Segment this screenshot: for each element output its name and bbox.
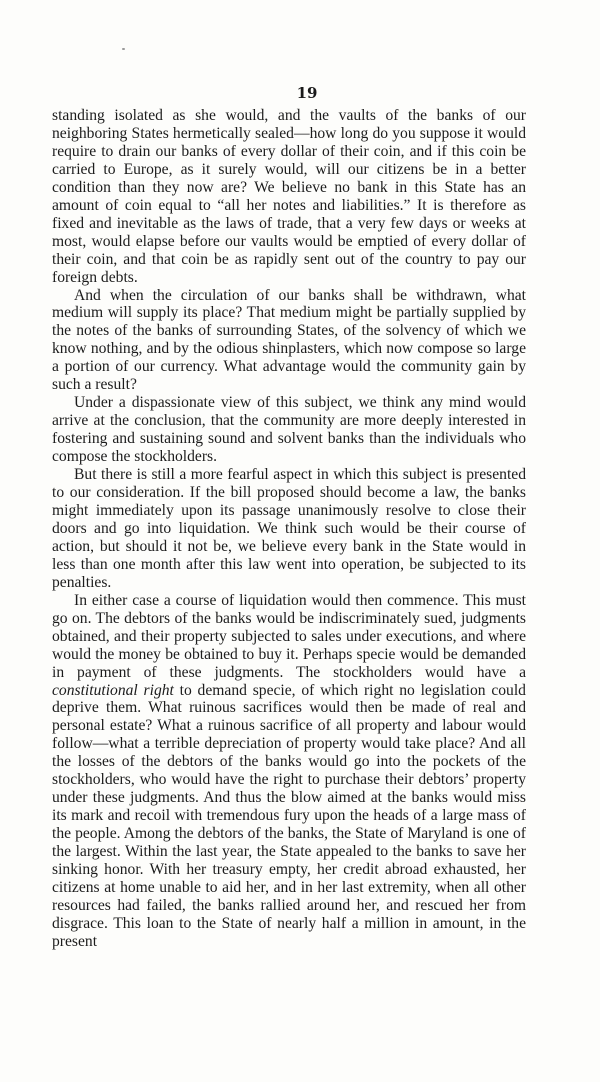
paragraph-3: Under a dispassionate view of this subject, we think any mind would arrive at the conclusion, that the community are more deeply interested in fostering and sustaining sound and solvent banks than the individuals who compose the stockholders. [52,394,526,466]
paragraph-4: But there is still a more fearful aspect in which this subject is presented to our consideration. If the bill proposed should become a law, the banks might immediately upon its passage unanimously resolve to close their doors and go into liquidation. We think such would be their course of action, but should it not be, we believe every bank in the State would in less than one month after this law went into operation, be subjected to its penalties. [52,466,526,591]
paragraph-2: And when the circulation of our banks shall be withdrawn, what medium will supply its place? That medium might be partially supplied by the notes of the banks of surrounding States, of the solvency of which we know nothing, and by the odious shinplasters, which now compose so large a portion of our currency. What advantage would the community gain by such a result? [52,286,526,394]
body-text [52,107,526,951]
page-number: 19 [296,84,318,102]
paragraph-1: standing isolated as she would, and the vaults of the banks of our neighboring States hermetically sealed—how long do you suppose it would require to drain our banks of every dollar of their coin, and if this coin be carried to Europe, as it surely would, will our citizens be in a better condition than they now are? We believe no bank in this State has an amount of coin equal to “all her notes and liabilities.” It is therefore as fixed and inevitable as the laws of trade, that a very few days or weeks at most, would elapse before our vaults would be emptied of every dollar of their coin, and that coin be as rapidly sent out of the country to pay our foreign debts. [52,107,526,286]
paragraph-5-text-a: In either case a course of liquidation would then commence. This must go on. The debtors of the banks would be indiscriminately sued, judgments obtained, and their property subjected to sales under executions, and where would the money be obtained to buy it. Perhaps specie would be demanded in payment of these judgments. The stockholders would have a [52,591,526,681]
paragraph-5-italic-phrase: constitutional right [52,681,174,699]
paragraph-5-text-b: to demand specie, of which right no legislation could deprive them. What ruinous sacrifices would then be made of real and personal estate? What a ruinous sacrifice of all property and labour would follow—what a terrible depreciation of property would take place? And all the losses of the debtors of the banks would go into the pockets of the stockholders, who would have the right to purchase their debtors’ property under these judgments. And thus the blow aimed at the banks would miss its mark and recoil with tremendous fury upon the heads of a large mass of the people. Among the debtors of the banks, the State of Maryland is one of the largest. Within the last year, the State appealed to the banks to save her sinking honor. With her treasury empty, her credit abroad exhausted, her citizens at home unable to aid her, and in her last extremity, when all other resources had failed, the banks rallied around her, and rescued her from disgrace. This loan to the State of nearly half a million in amount, in the present [52,681,526,950]
paragraph-5 [52,592,526,951]
paper-speck [122,48,125,50]
